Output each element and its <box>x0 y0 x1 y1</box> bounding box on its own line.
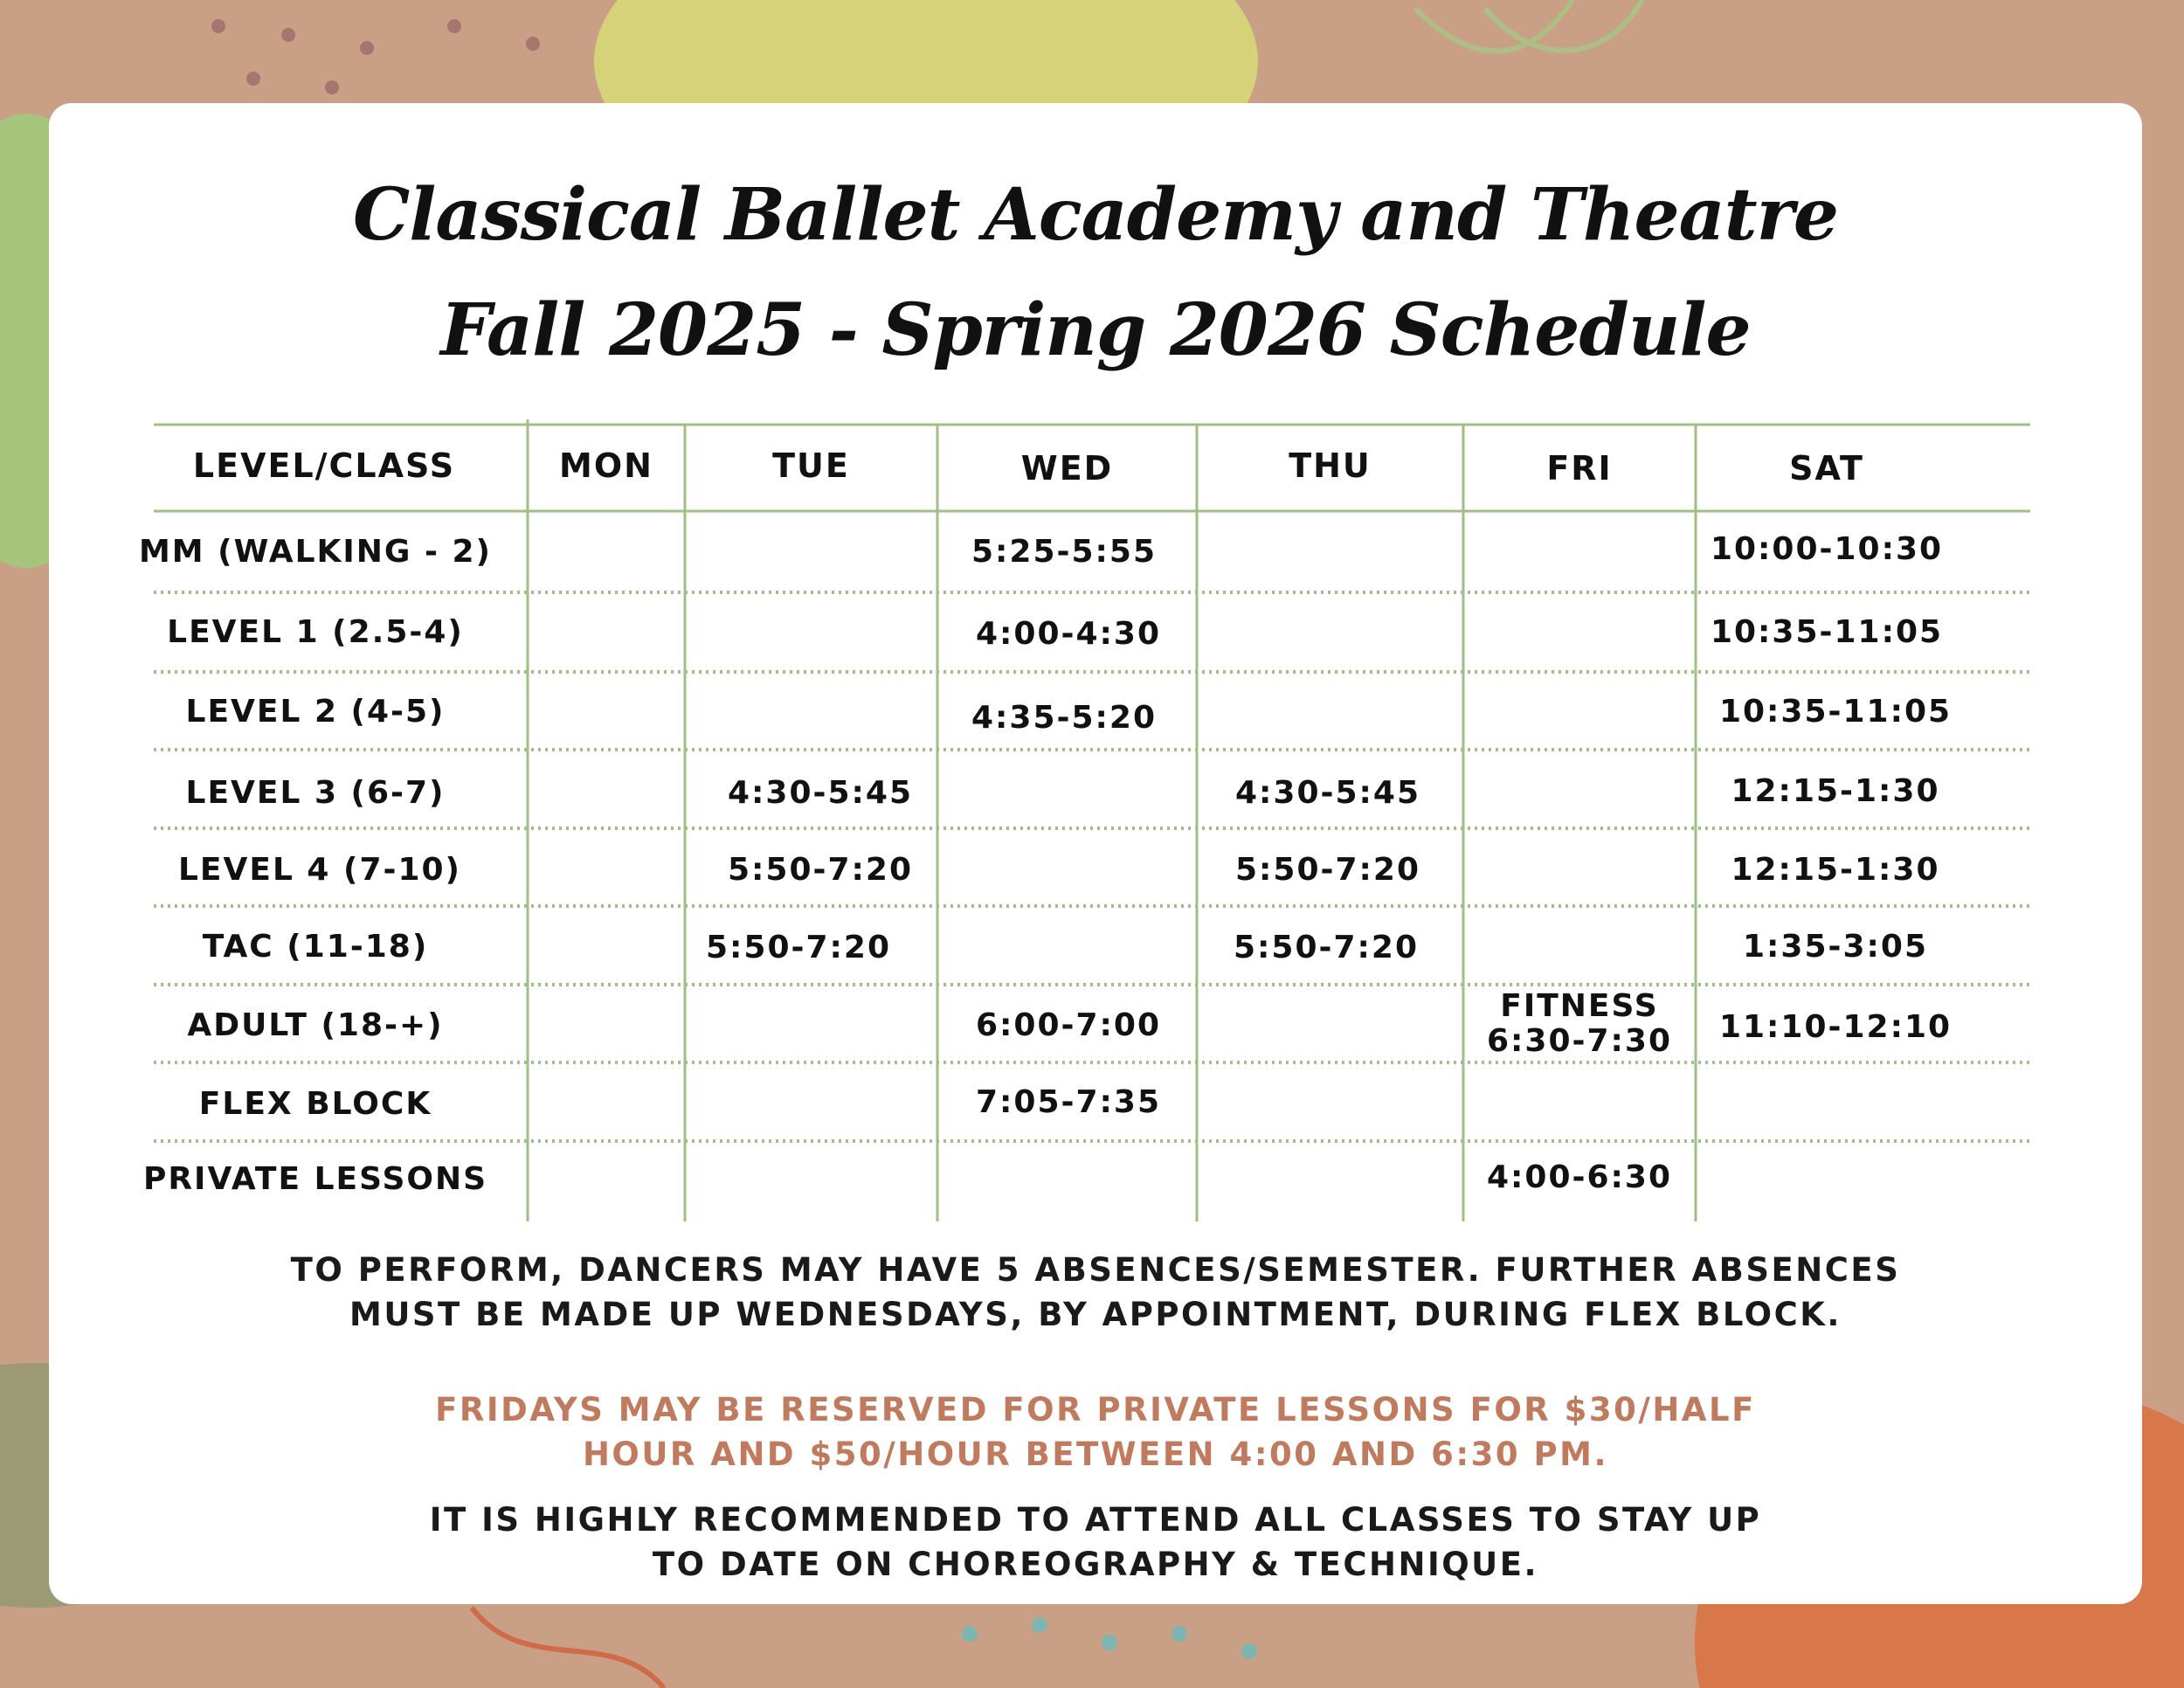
tue-time: 5:50-7:20 <box>727 852 914 888</box>
header-mon: MON <box>559 446 653 485</box>
sat-time: 10:00-10:30 <box>1710 531 1944 567</box>
header-wed: WED <box>1020 449 1114 488</box>
attendance-note <box>49 1498 2142 1587</box>
attendance-line: TO DATE ON CHOREOGRAPHY & TECHNIQUE. <box>652 1546 1539 1583</box>
header-sat: SAT <box>1789 449 1864 488</box>
teal-dots <box>962 1617 1257 1659</box>
level-label: MM (WALKING - 2) <box>138 534 492 570</box>
squiggle-line <box>472 1608 664 1688</box>
fri-time: 4:00-6:30 <box>1486 1159 1673 1195</box>
thu-time: 5:50-7:20 <box>1233 930 1420 965</box>
level-label: PRIVATE LESSONS <box>142 1161 488 1197</box>
absence-policy-note <box>49 1248 2142 1337</box>
wed-time: 4:00-4:30 <box>975 616 1162 652</box>
academy-title: Classical Ballet Academy and Theatre <box>352 173 1839 257</box>
private-lessons-line: HOUR AND $50/HOUR BETWEEN 4:00 AND 6:30 PM. <box>582 1435 1609 1473</box>
wed-time: 5:25-5:55 <box>971 534 1158 570</box>
level-label: LEVEL 3 (6-7) <box>185 775 446 811</box>
absence-policy-line: MUST BE MADE UP WEDNESDAYS, BY APPOINTMENT, DURING FLEX BLOCK. <box>349 1296 1842 1333</box>
tue-time: 4:30-5:45 <box>727 775 914 811</box>
schedule-card <box>49 103 2142 1604</box>
schedule-title: Fall 2025 - Spring 2026 Schedule <box>440 288 1751 372</box>
level-label: TAC (11-18) <box>202 929 429 965</box>
sat-time: 10:35-11:05 <box>1718 694 1952 730</box>
header-tue: TUE <box>772 446 850 485</box>
sat-time: 12:15-1:30 <box>1731 773 1940 809</box>
tue-time: 5:50-7:20 <box>705 930 892 965</box>
thu-time: 5:50-7:20 <box>1234 852 1421 888</box>
leaf-outline <box>1415 0 1642 52</box>
header-thu: THU <box>1289 446 1372 485</box>
sat-time: 10:35-11:05 <box>1710 614 1944 650</box>
level-label: LEVEL 2 (4-5) <box>185 694 446 730</box>
level-label: LEVEL 4 (7-10) <box>177 852 462 888</box>
dots-pattern <box>211 19 540 94</box>
wed-time: 7:05-7:35 <box>975 1084 1162 1120</box>
wed-time: 6:00-7:00 <box>975 1007 1162 1043</box>
fri-time: 6:30-7:30 <box>1486 1023 1673 1059</box>
wed-time: 4:35-5:20 <box>971 700 1158 736</box>
sat-time: 1:35-3:05 <box>1742 929 1929 965</box>
private-lessons-line: FRIDAYS MAY BE RESERVED FOR PRIVATE LESSONS FOR $30/HALF <box>435 1391 1756 1429</box>
fri-fitness-label: FITNESS <box>1500 988 1659 1024</box>
private-lessons-note <box>49 1387 2142 1477</box>
header-fri: FRI <box>1546 449 1613 488</box>
level-label: ADULT (18-+) <box>187 1007 444 1043</box>
level-label: LEVEL 1 (2.5-4) <box>167 614 464 650</box>
thu-time: 4:30-5:45 <box>1234 775 1421 811</box>
absence-policy-line: TO PERFORM, DANCERS MAY HAVE 5 ABSENCES/SEMESTER. FURTHER ABSENCES <box>290 1251 1901 1289</box>
sat-time: 12:15-1:30 <box>1731 852 1940 888</box>
header-level-class: LEVEL/CLASS <box>192 446 456 485</box>
attendance-line: IT IS HIGHLY RECOMMENDED TO ATTEND ALL CLASSES TO STAY UP <box>429 1501 1762 1539</box>
sat-time: 11:10-12:10 <box>1718 1009 1952 1045</box>
level-label: FLEX BLOCK <box>198 1086 432 1122</box>
